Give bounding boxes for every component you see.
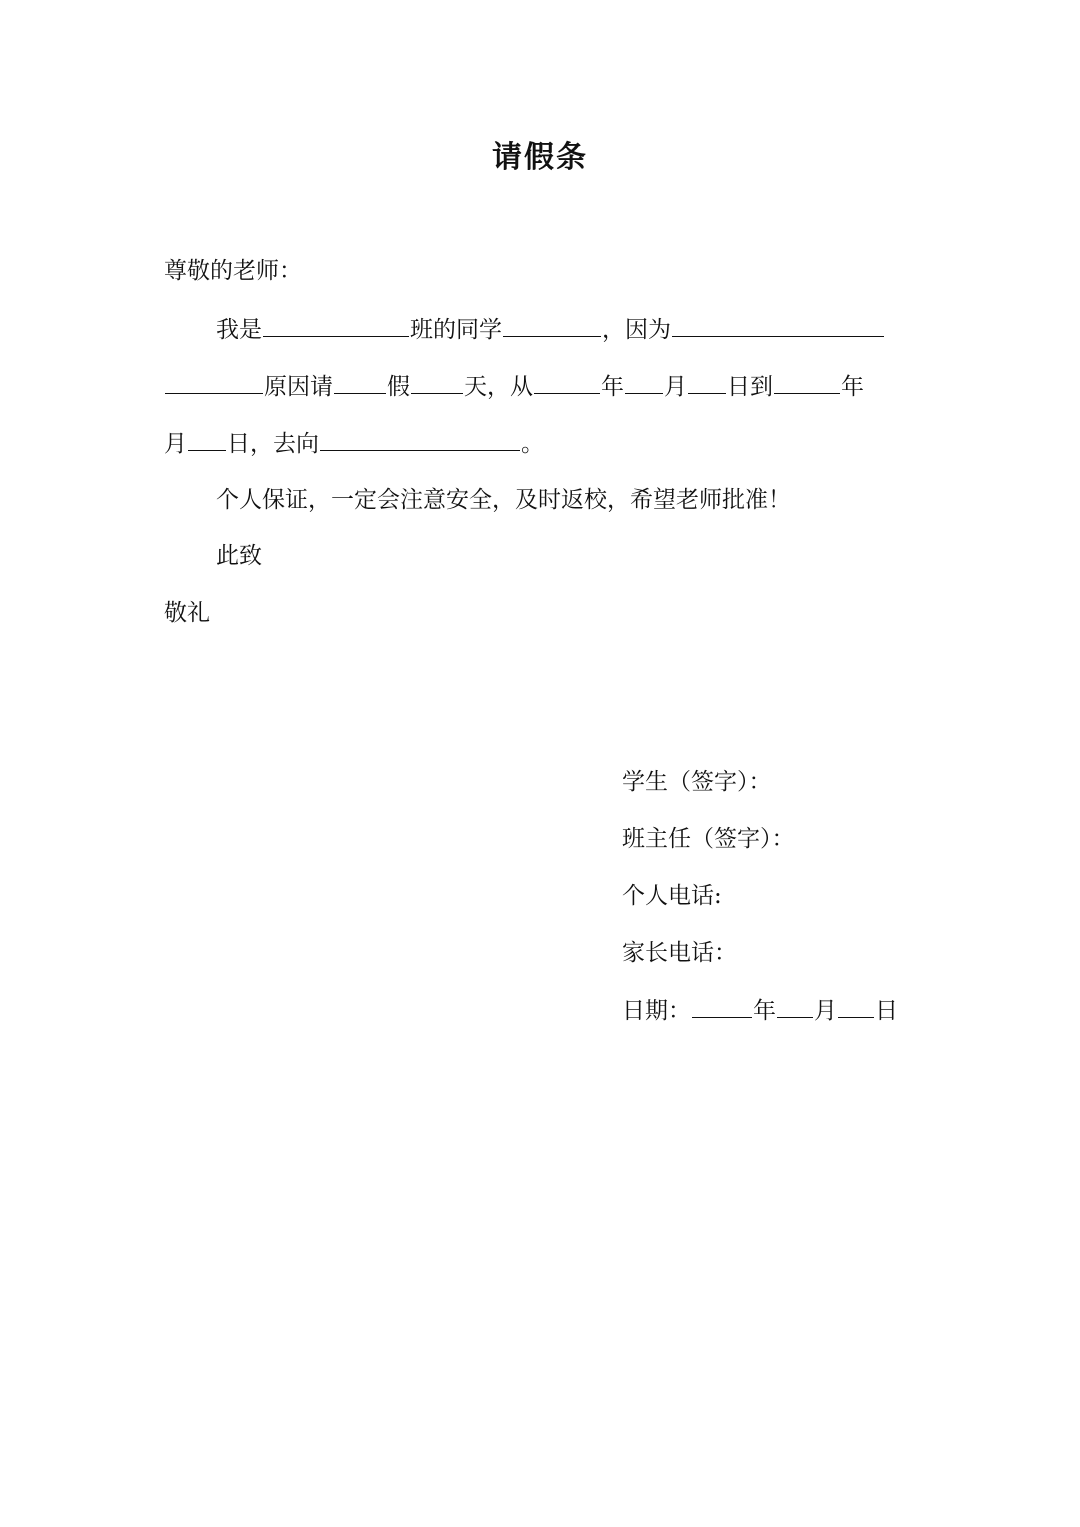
days-blank[interactable] (411, 369, 463, 394)
text-month: 月 (664, 374, 687, 400)
text-month-2: 月 (164, 431, 187, 457)
text-leave: 假 (387, 374, 410, 400)
text-year: 年 (601, 374, 624, 400)
body-line-1 (216, 312, 885, 347)
text-because: ，因为 (602, 317, 671, 343)
text-period: 。 (521, 431, 544, 457)
to-day-blank[interactable] (188, 426, 226, 451)
from-day-blank[interactable] (688, 369, 726, 394)
class-blank[interactable] (263, 312, 409, 337)
from-month-blank[interactable] (625, 369, 663, 394)
date-label: 日期： (622, 998, 691, 1024)
guarantee-text: 个人保证，一定会注意安全，及时返校，希望老师批准！ (216, 487, 791, 513)
text-day-destination: 日，去向 (227, 431, 319, 457)
closing-ci-zhi: 此致 (216, 543, 262, 569)
date-day-blank[interactable] (838, 993, 874, 1018)
student-signature-label: 学生（签字）： (622, 769, 772, 795)
text-reason-request: 原因请 (264, 374, 333, 400)
date-month-blank[interactable] (777, 993, 813, 1018)
date-line (622, 993, 898, 1028)
date-year-text: 年 (753, 998, 776, 1024)
text-day-to: 日到 (727, 374, 773, 400)
text-year-2: 年 (841, 374, 864, 400)
teacher-signature-label: 班主任（签字）： (622, 826, 795, 852)
document-title: 请假条 (492, 140, 588, 175)
to-year-blank[interactable] (774, 369, 840, 394)
closing-jing-li: 敬礼 (164, 600, 210, 626)
date-day-text: 日 (875, 998, 898, 1024)
from-year-blank[interactable] (534, 369, 600, 394)
name-blank[interactable] (503, 312, 601, 337)
parent-phone-label: 家长电话： (622, 940, 737, 966)
text-days-from: 天，从 (464, 374, 533, 400)
body-line-3 (164, 426, 544, 461)
leave-type-blank[interactable] (334, 369, 386, 394)
salutation: 尊敬的老师： (164, 258, 302, 284)
date-month-text: 月 (814, 998, 837, 1024)
date-year-blank[interactable] (692, 993, 752, 1018)
personal-phone-label: 个人电话: (622, 883, 722, 909)
text-wo-shi: 我是 (216, 317, 262, 343)
body-line-2 (164, 369, 864, 404)
text-class-student: 班的同学 (410, 317, 502, 343)
destination-blank[interactable] (320, 426, 520, 451)
reason-blank-1[interactable] (672, 312, 884, 337)
reason-blank-2[interactable] (165, 369, 263, 394)
